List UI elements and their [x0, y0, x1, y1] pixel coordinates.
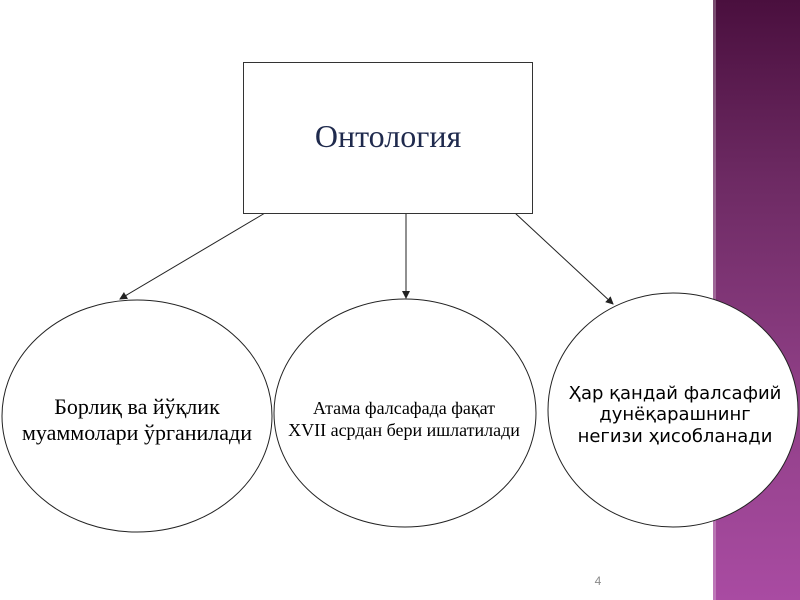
page-number: 4 [594, 574, 602, 588]
node-right-line-3: негизи ҳисобланади [577, 425, 773, 447]
node-label-left [2, 370, 272, 470]
node-left-line-1: Борлиқ ва йўқлик [54, 393, 220, 419]
ontology-title-box [243, 62, 533, 214]
node-label-right [552, 365, 798, 465]
node-left-line-2: муаммолари ўрганилади [21, 420, 252, 445]
diagram-title: Онтология [314, 117, 462, 154]
arrow-to-left-node [120, 213, 265, 299]
node-right-line-2: дунёқарашнинг [599, 404, 751, 426]
node-middle-line-2: XVII асрдан бери ишлатилади [288, 420, 520, 440]
arrow-to-right-node [515, 213, 613, 304]
node-right-line-1: Ҳар қандай фалсафий [568, 382, 782, 404]
node-label-middle [272, 380, 536, 460]
node-middle-line-1: Атама фалсафада фақат [312, 398, 495, 419]
